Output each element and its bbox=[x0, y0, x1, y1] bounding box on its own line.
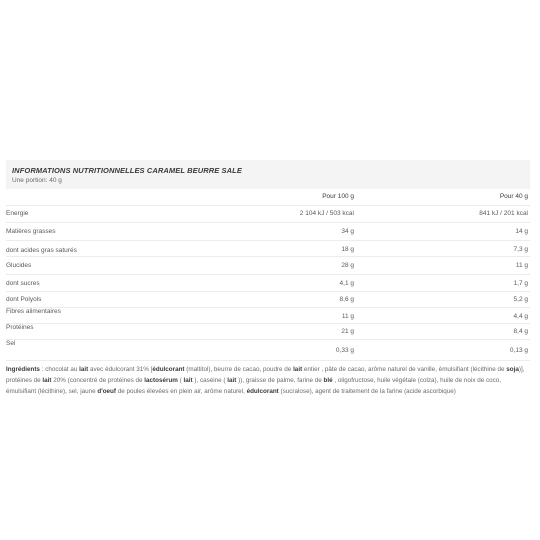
value-per-100g: 18 g bbox=[341, 246, 354, 253]
serving-size: Une portion: 40 g bbox=[12, 177, 62, 184]
value-per-40g: 8,4 g bbox=[513, 328, 528, 335]
nutrient-label: Fibres alimentaires bbox=[6, 308, 61, 315]
table-row bbox=[6, 323, 530, 339]
ingredient-text: 20% (concentré de protéines de bbox=[51, 377, 145, 384]
nutrient-label: dont Polyols bbox=[6, 296, 42, 303]
value-per-40g: 4,4 g bbox=[513, 313, 528, 320]
ingredient-text: de poules élevées en plein air, arôme naturel, bbox=[116, 388, 247, 395]
ingredients-text bbox=[6, 360, 530, 397]
nutrition-panel bbox=[6, 160, 530, 397]
ingredient-highlight: lait bbox=[227, 377, 237, 384]
ingredient-text: ), caséine ( bbox=[192, 377, 228, 384]
value-per-40g: 14 g bbox=[515, 228, 528, 235]
nutrient-label: Glucides bbox=[6, 262, 32, 269]
value-per-100g: 28 g bbox=[341, 262, 354, 269]
value-per-40g: 5,2 g bbox=[513, 296, 528, 303]
table-row bbox=[6, 222, 530, 240]
value-per-40g: 841 kJ / 201 kcal bbox=[479, 210, 528, 217]
value-per-100g: 0,33 g bbox=[335, 347, 354, 354]
value-per-100g: 34 g bbox=[341, 228, 354, 235]
column-header-row bbox=[6, 189, 530, 205]
nutrition-rows bbox=[6, 205, 530, 357]
table-row bbox=[6, 240, 530, 256]
ingredient-highlight: soja bbox=[506, 366, 519, 373]
value-per-100g: 21 g bbox=[341, 328, 354, 335]
table-row bbox=[6, 339, 530, 357]
table-row bbox=[6, 291, 530, 307]
value-per-100g: 8,6 g bbox=[339, 296, 354, 303]
ingredient-text: : chocolat au bbox=[39, 366, 80, 373]
value-per-40g: 1,7 g bbox=[513, 280, 528, 287]
column-header-100g: Pour 100 g bbox=[322, 193, 354, 200]
column-header-40g: Pour 40 g bbox=[499, 193, 528, 200]
ingredient-highlight: lait bbox=[79, 366, 89, 373]
ingredient-highlight: édulcorant bbox=[152, 366, 185, 373]
ingredient-text: (sucralose), agent de traitement de la farine (acide ascorbique) bbox=[278, 388, 456, 395]
value-per-40g: 0,13 g bbox=[509, 347, 528, 354]
nutrient-label: dont acides gras saturés bbox=[6, 247, 77, 254]
value-per-40g: 11 g bbox=[515, 262, 528, 269]
value-per-40g: 7,3 g bbox=[513, 246, 528, 253]
ingredient-highlight: lait bbox=[183, 377, 193, 384]
ingredient-highlight: blé bbox=[323, 377, 333, 384]
ingredient-highlight: lait bbox=[293, 366, 303, 373]
nutrition-header bbox=[6, 160, 530, 189]
nutrient-label: Matières grasses bbox=[6, 228, 56, 235]
ingredient-text: )], protéines de bbox=[6, 366, 525, 384]
table-row bbox=[6, 307, 530, 323]
nutrient-label: Protéines bbox=[6, 324, 34, 331]
ingredient-text: (maltitol), beurre de cacao, poudre de bbox=[184, 366, 294, 373]
ingredient-text: ( bbox=[177, 377, 184, 384]
value-per-100g: 11 g bbox=[341, 313, 354, 320]
table-row bbox=[6, 256, 530, 274]
ingredient-highlight: Ingrédients bbox=[6, 366, 40, 373]
ingredient-text: )), graisse de palme, farine de bbox=[236, 377, 324, 384]
table-row bbox=[6, 274, 530, 291]
nutrient-label: Sel bbox=[6, 340, 16, 347]
ingredient-highlight: lait bbox=[42, 377, 52, 384]
ingredient-text: , oligofructose, huile végétale (colza), huile de noix de coco, émulsifiant (lécithine), sel, jaune bbox=[6, 377, 502, 395]
ingredient-text: avec édulcorant 31% [ bbox=[88, 366, 153, 373]
table-row bbox=[6, 205, 530, 222]
value-per-100g: 2 104 kJ / 503 kcal bbox=[299, 210, 354, 217]
ingredient-highlight: d'oeuf bbox=[97, 388, 116, 395]
ingredient-text: entier , pâte de cacao, arôme naturel de vanille, émulsifiant (lécithine de bbox=[302, 366, 507, 373]
nutrition-title: INFORMATIONS NUTRITIONNELLES CARAMEL BEURRE SALE bbox=[12, 166, 242, 175]
ingredient-highlight: lactosérum bbox=[144, 377, 178, 384]
ingredient-highlight: édulcorant bbox=[246, 388, 279, 395]
nutrient-label: Energie bbox=[6, 210, 29, 217]
value-per-100g: 4,1 g bbox=[339, 280, 354, 287]
nutrient-label: dont sucres bbox=[6, 280, 40, 287]
